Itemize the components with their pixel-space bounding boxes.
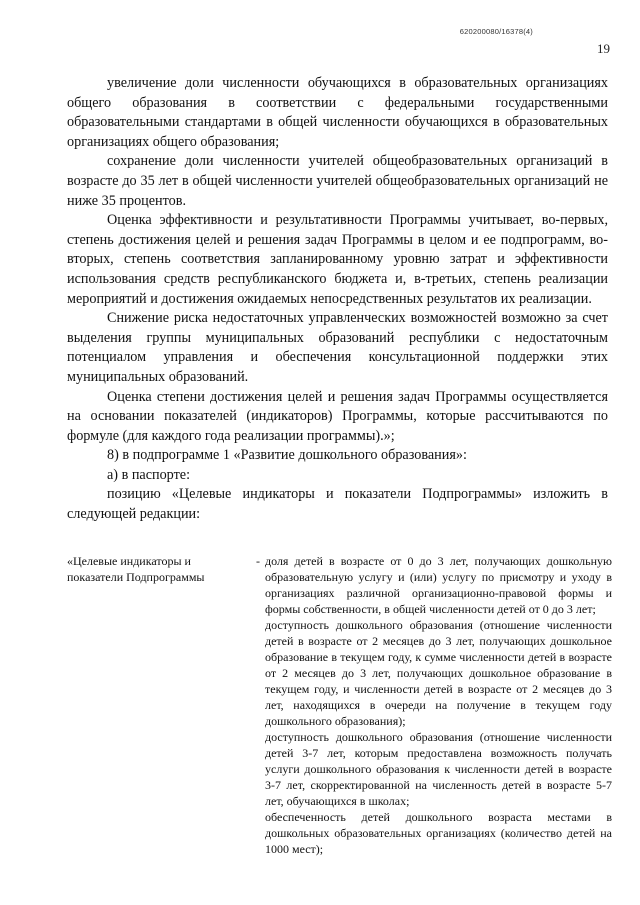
table-item: обеспеченность детей дошкольного возраста местами в дошкольных образовательных организациях (количество детей на 1000 мест);: [265, 810, 612, 856]
document-body: [67, 74, 608, 525]
paragraph: сохранение доли численности учителей общеобразовательных организаций в возрасте до 35 лет в общей численности учителей общеобразовательных организаций не ниже 35 процентов.: [67, 153, 608, 209]
paragraph: увеличение доли численности обучающихся в образовательных организациях общего образования в соответствии с федеральными государственными образовательными стандартами в общей численности обучающихся в образовательных организациях общего образования;: [67, 75, 608, 150]
table-item: доступность дошкольного образования (отношение численности детей в возрасте от 2 месяцев до 3 лет, получающих дошкольное образование в текущем году, к сумме численности детей в возрасте от 2 месяцев до 3 лет, получающих дошкольное образование в текущем году, и численности детей в возрасте от 2 месяцев до 3 лет, находящихся в очереди на получение в текущем году дошкольного образования);: [265, 618, 612, 728]
page-number: 19: [597, 41, 610, 56]
paragraph: позицию «Целевые индикаторы и показатели Подпрограммы» изложить в следующей редакции:: [67, 486, 608, 523]
document-id: 620200080/16378(4): [459, 27, 533, 36]
paragraph: Снижение риска недостаточных управленческих возможностей возможно за счет выделения группы муниципальных образований республики с недостаточным потенциалом управления и обеспечения консультационной поддержки этих муниципальных образований.: [67, 310, 608, 385]
paragraph: а) в паспорте:: [107, 466, 191, 483]
paragraph: 8) в подпрограмме 1 «Развитие дошкольного образования»:: [107, 447, 467, 464]
table-label: «Целевые индикаторы и показатели Подпрограммы: [67, 554, 205, 584]
table-item: доля детей в возрасте от 0 до 3 лет, получающих дошкольную образовательную услугу и (или) услугу по присмотру и уходу в организациях различной организационно-правовой формы и формы собственности, в общей численности детей от 0 до 3 лет;: [265, 554, 612, 616]
paragraph: Оценка эффективности и результативности Программы учитывает, во-первых, степень достижения целей и решения задач Программы в целом и ее подпрограмм, во-вторых, степень соответствия запланированному уровню затрат и эффективности использования средств республиканского бюджета и, в-третьих, степень реализации мероприятий и достижения ожидаемых непосредственных результатов их реализации.: [67, 212, 608, 307]
table-separator: -: [256, 554, 260, 568]
paragraph: Оценка степени достижения целей и решения задач Программы осуществляется на основании показателей (индикаторов) Программы, которые рассчитываются по формуле (для каждого года реализации программы).»;: [67, 388, 608, 444]
table-item: доступность дошкольного образования (отношение численности детей 3-7 лет, которым предоставлена возможность получать услуги дошкольного образования к численности детей в возрасте 3-7 лет, скорректированной на численность детей в возрасте 5-7 лет, обучающихся в школах;: [265, 730, 612, 808]
indicators-table: [67, 553, 612, 857]
table-items: [265, 553, 612, 857]
